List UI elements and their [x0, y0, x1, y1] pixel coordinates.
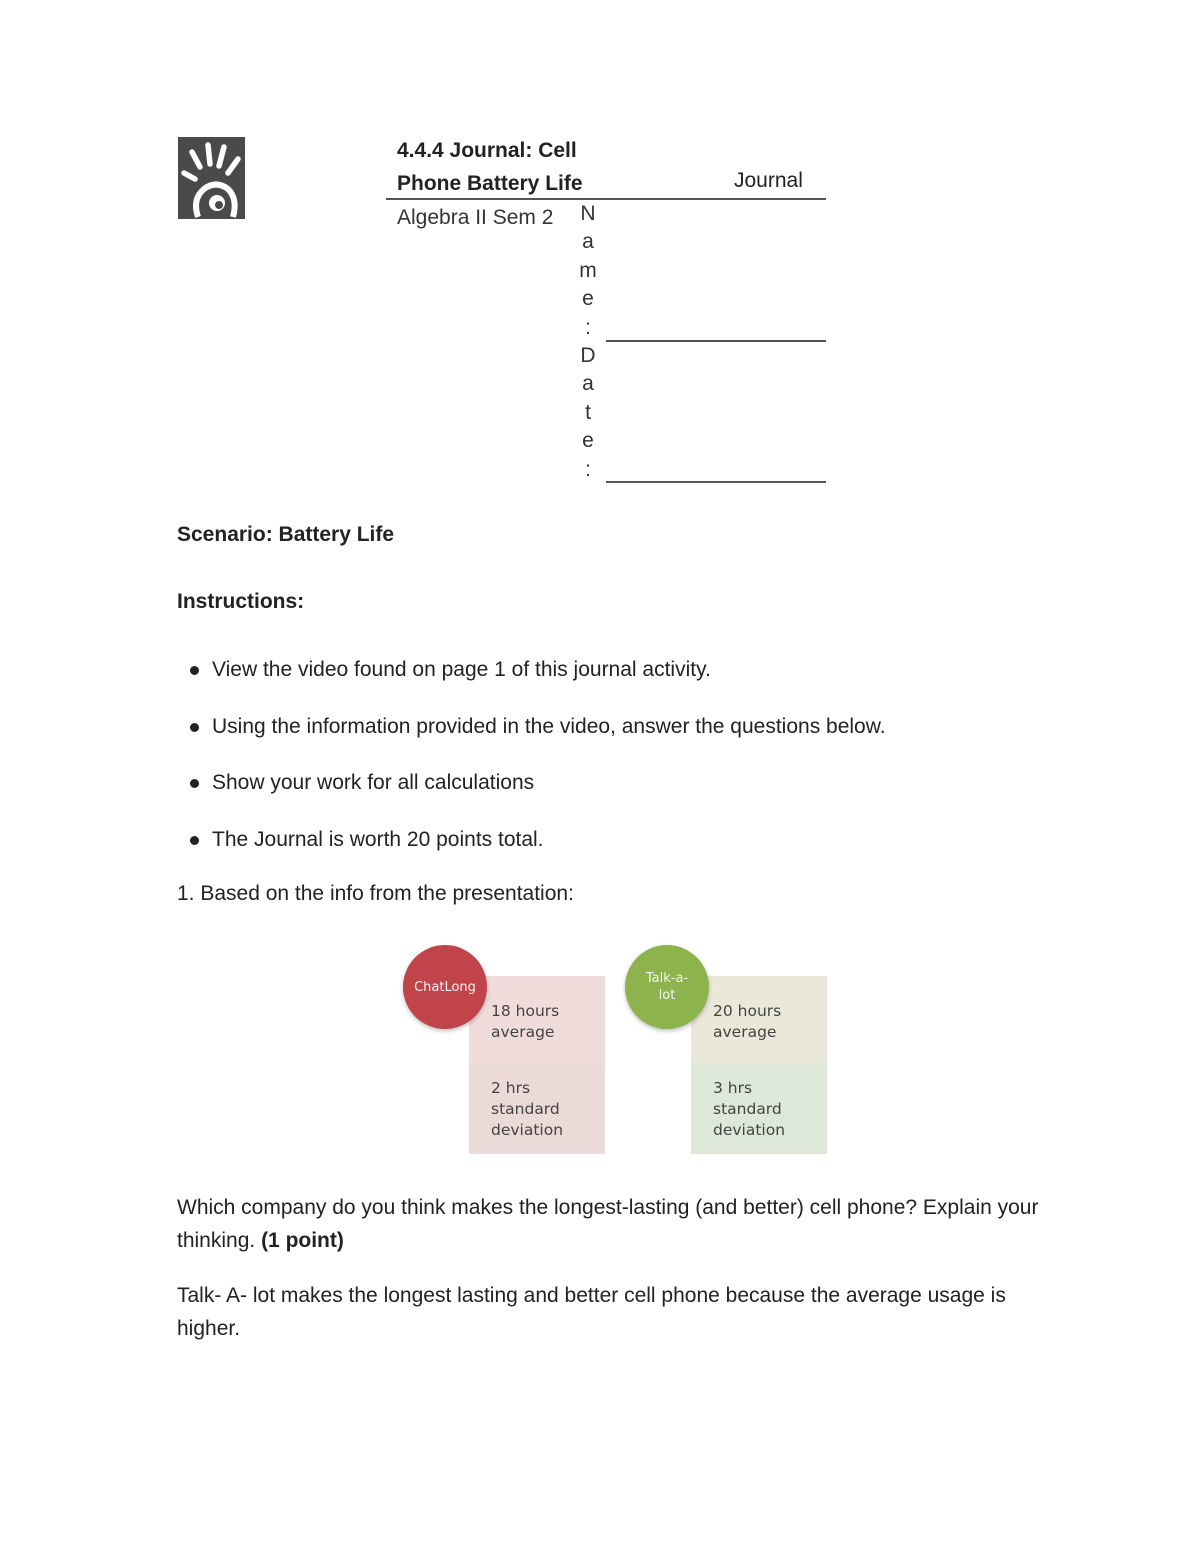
chatlong-badge [403, 945, 487, 1029]
name-field[interactable] [606, 340, 826, 342]
list-item: Using the information provided in the video, answer the questions below. [177, 713, 1057, 770]
date-field[interactable] [606, 481, 826, 483]
scenario-heading: Scenario: Battery Life [177, 523, 395, 546]
list-item: Show your work for all calculations [177, 769, 1057, 826]
name-label-char: m [579, 258, 597, 282]
talkalot-name-line: lot [658, 988, 676, 1003]
header-divider [386, 198, 826, 200]
talkalot-card [691, 976, 827, 1154]
school-logo-icon [178, 137, 245, 219]
name-label-char: e [582, 287, 594, 311]
chatlong-card [469, 976, 605, 1154]
course-name: Algebra II Sem 2 [397, 206, 554, 229]
list-item: View the video found on page 1 of this journal activity. [177, 656, 1057, 713]
question-text [177, 1191, 1047, 1257]
date-label-char: a [582, 372, 594, 396]
talkalot-deviation: 3 hrs standard deviation [713, 1079, 786, 1139]
date-label-char: : [585, 457, 591, 481]
name-label-char: : [585, 315, 591, 339]
name-label [576, 200, 600, 342]
journal-type-label: Journal [734, 169, 803, 192]
battery-life-infographic [398, 938, 834, 1158]
chatlong-deviation: 2 hrs standard deviation [491, 1079, 564, 1139]
talkalot-average: 20 hours average [713, 1002, 782, 1041]
talkalot-name [646, 970, 688, 1004]
question-1-intro: 1. Based on the info from the presentation: [177, 882, 574, 905]
question-body: Which company do you think makes the longest-lasting (and better) cell phone? Explain your thinking. [177, 1196, 1039, 1252]
name-label-char: N [580, 202, 596, 225]
list-item: The Journal is worth 20 points total. [177, 826, 1057, 883]
date-label [576, 342, 600, 484]
talkalot-name-line: Talk-a- [645, 971, 689, 986]
chatlong-name: ChatLong [414, 979, 476, 995]
talkalot-badge [625, 945, 709, 1029]
date-label-char: t [585, 400, 591, 424]
instructions-list [177, 656, 1057, 882]
date-label-char: e [582, 429, 594, 453]
question-points: (1 point) [261, 1229, 344, 1252]
journal-title: 4.4.4 Journal: Cell Phone Battery Life [397, 139, 583, 195]
name-label-char: a [582, 230, 594, 254]
chatlong-average: 18 hours average [491, 1002, 560, 1041]
instructions-heading: Instructions: [177, 590, 305, 613]
answer-text[interactable]: Talk- A- lot makes the longest lasting and better cell phone because the average usage is higher. [177, 1284, 1006, 1340]
date-label-char: D [580, 344, 596, 367]
